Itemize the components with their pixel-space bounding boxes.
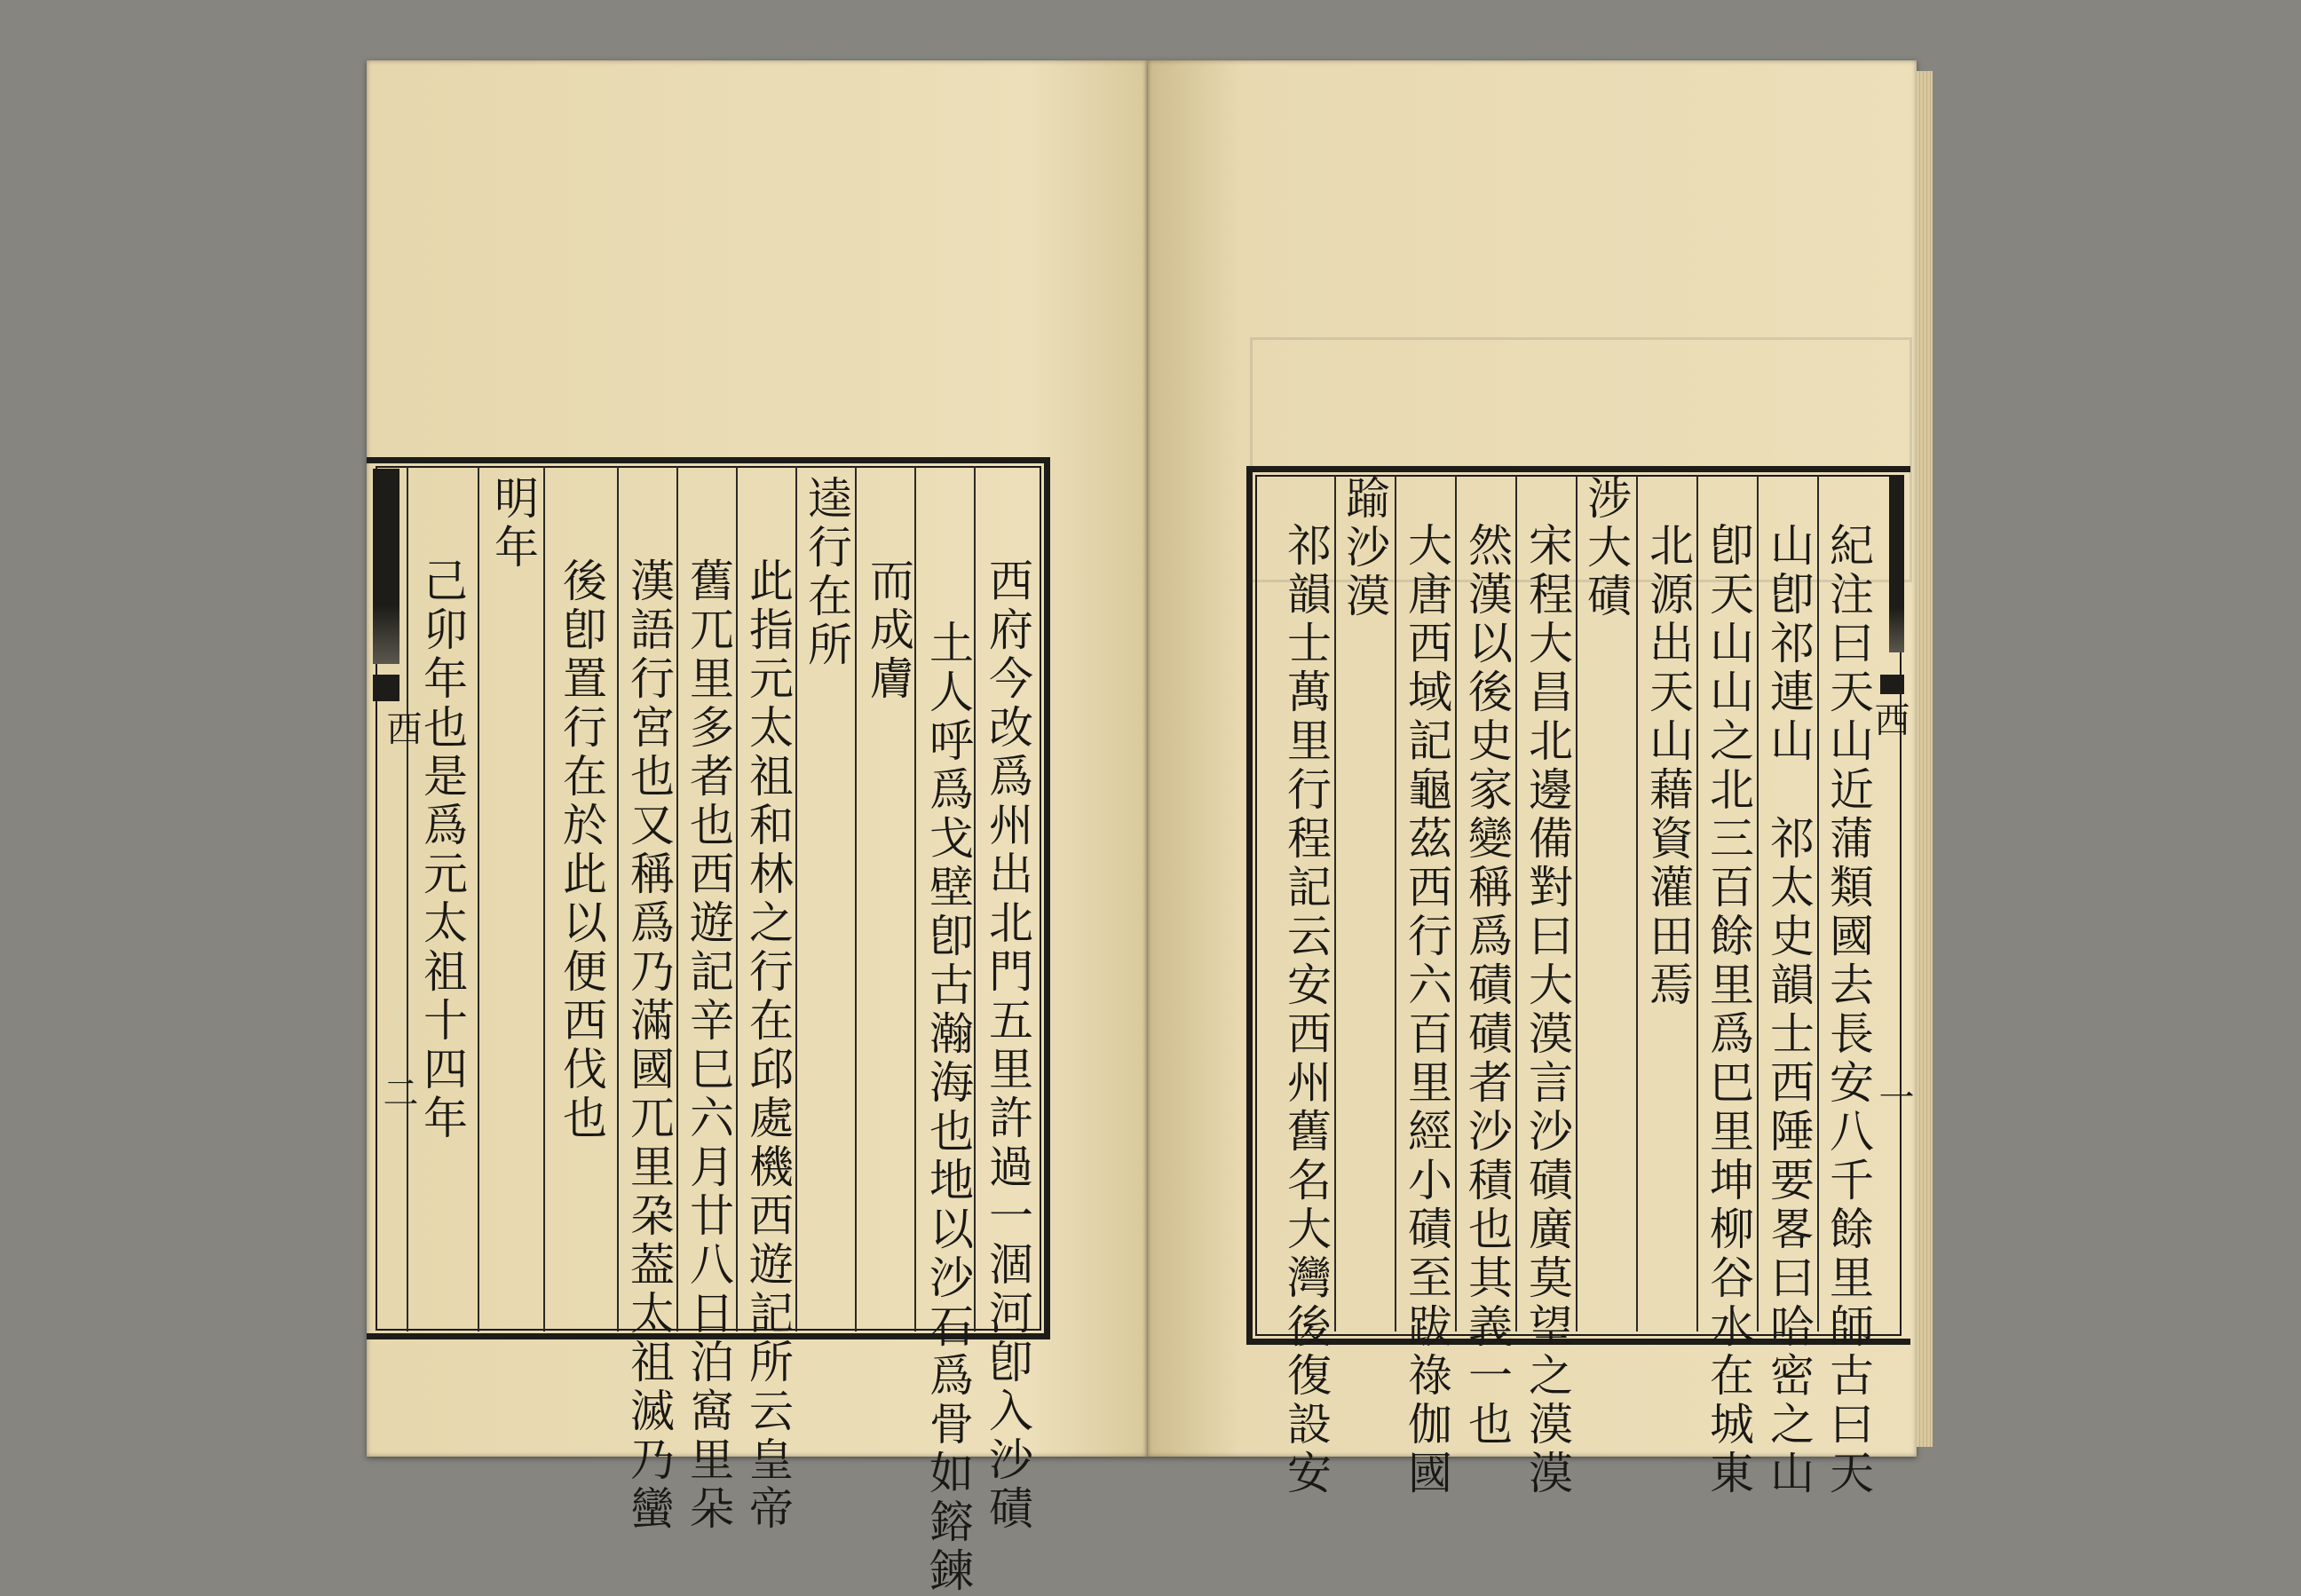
left-text-column: 漢語行宮也又稱爲乃滿國兀里朶葢太祖滅乃蠻: [623, 557, 675, 1534]
right-rule: [1757, 475, 1759, 1331]
right-rule: [1636, 475, 1638, 1331]
left-rule: [795, 466, 797, 1331]
left-page-number: 二: [377, 1074, 418, 1110]
right-rule: [1395, 475, 1396, 1331]
right-text-column: 宋程大昌北邊備對曰大漠言沙磧廣莫望之漠漠: [1522, 522, 1573, 1498]
left-rule: [478, 466, 479, 1331]
left-text-column: 而成膚: [863, 557, 914, 704]
left-text-column: 舊兀里多者也西遊記辛巳六月廿八日泊窩里朵: [683, 557, 734, 1534]
right-margin-title: 西: [1869, 701, 1910, 737]
right-text-column: 涉大磧: [1580, 475, 1632, 621]
right-rule: [1455, 475, 1457, 1331]
left-fishtail-lower: [373, 675, 399, 701]
right-fishtail-upper: [1889, 475, 1904, 652]
left-text-column: 明年: [487, 475, 539, 573]
right-page-number: 一: [1873, 1078, 1914, 1114]
right-text-column: 紀注曰天山近蒲類國去長安八千餘里師古曰天: [1823, 522, 1874, 1498]
right-text-column: 大唐西域記龜茲西行六百里經小磧至跋祿伽國: [1401, 522, 1452, 1498]
right-text-column: 北源出天山藉資灌田焉: [1642, 522, 1694, 1010]
right-rule: [1334, 475, 1336, 1331]
page-edge-stack: [1917, 71, 1933, 1447]
right-rule: [1515, 475, 1517, 1331]
left-text-column: 此指元太祖和林之行在邱處機西遊記所云皇帝: [742, 557, 794, 1534]
left-rule: [914, 466, 916, 1331]
right-text-column: 踰沙漠: [1339, 475, 1390, 621]
right-text-column: 然漢以後史家變稱爲磧磧者沙積也其義一也: [1461, 522, 1513, 1450]
left-rule: [855, 466, 857, 1331]
left-rule: [617, 466, 619, 1331]
left-text-column: 土人呼爲戈壁卽古瀚海也地以沙石爲骨如鎔鍊: [922, 620, 974, 1596]
right-text-column: 山卽祁連山 祁太史韻士西陲要畧曰哈密之山: [1763, 522, 1815, 1498]
left-rule: [407, 466, 408, 1331]
left-margin-title: 西: [381, 710, 422, 746]
left-text-column: 後卽置行在於此以便西伐也: [556, 557, 607, 1143]
right-rule: [1696, 475, 1698, 1331]
left-rule: [543, 466, 545, 1331]
right-rule: [1576, 475, 1577, 1331]
left-fishtail-upper: [373, 469, 399, 664]
right-text-column: 祁韻士萬里行程記云安西州舊名大灣後復設安: [1280, 522, 1332, 1498]
right-rule: [1817, 475, 1819, 1331]
left-rule: [676, 466, 678, 1331]
right-fishtail-lower: [1880, 675, 1904, 694]
left-text-column: 西府今改爲州出北門五里許過一涸河卽入沙磧: [982, 557, 1033, 1534]
left-text-column: 己卯年也是爲元太祖十四年: [416, 557, 468, 1143]
right-text-column: 卽天山山之北三百餘里爲巴里坤柳谷水在城東: [1703, 522, 1754, 1498]
left-rule: [736, 466, 738, 1331]
left-rule: [974, 466, 976, 1331]
left-text-column: 逵行在所: [801, 475, 852, 670]
